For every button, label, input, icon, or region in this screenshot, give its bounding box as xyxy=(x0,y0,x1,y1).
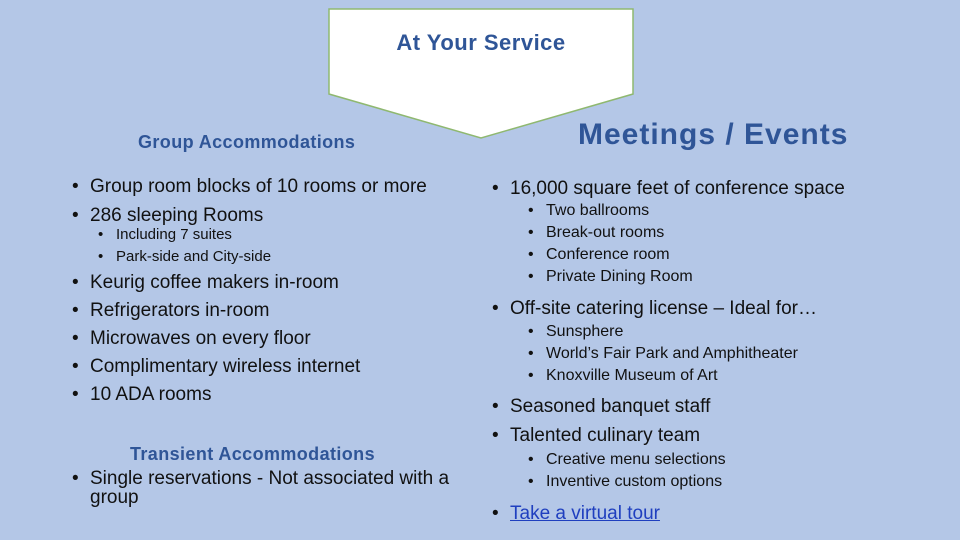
list-item: • Keurig coffee makers in-room xyxy=(72,269,360,297)
amenities-list xyxy=(72,269,360,409)
banner-title: At Your Service xyxy=(396,30,566,55)
group-list xyxy=(72,172,427,230)
meetings-list xyxy=(492,174,845,203)
list-item: • 10 ADA rooms xyxy=(72,381,360,409)
list-item: • Creative menu selections xyxy=(528,449,726,471)
transient-list xyxy=(72,469,480,507)
list-item: • Microwaves on every floor xyxy=(72,325,360,353)
list-item: • Break-out rooms xyxy=(528,222,693,244)
virtual-tour-link[interactable]: Take a virtual tour xyxy=(510,503,660,524)
list-item: • Knoxville Museum of Art xyxy=(528,365,798,387)
list-item xyxy=(492,499,660,528)
list-item: • World’s Fair Park and Amphitheater xyxy=(528,343,798,365)
list-item: • Single reservations - Not associated with a group xyxy=(72,469,480,507)
list-item: • Inventive custom options xyxy=(528,471,726,493)
list-item: • Two ballrooms xyxy=(528,200,693,222)
list-item: • Off-site catering license – Ideal for… xyxy=(492,294,817,323)
list-item: • Conference room xyxy=(528,244,693,266)
meetings-events-heading: Meetings / Events xyxy=(578,118,849,151)
list-item: • 16,000 square feet of conference space xyxy=(492,174,845,203)
transient-accommodations-heading: Transient Accommodations xyxy=(130,444,375,464)
list-item: • Sunsphere xyxy=(528,321,798,343)
list-item: • Private Dining Room xyxy=(528,266,693,288)
catering-sublist xyxy=(528,321,798,387)
list-item: • Park-side and City-side xyxy=(98,246,271,268)
group-accommodations-heading: Group Accommodations xyxy=(138,132,356,152)
list-item: • 286 sleeping Rooms xyxy=(72,201,427,230)
space-sublist xyxy=(528,200,693,288)
list-item: • Talented culinary team xyxy=(492,421,710,450)
list-item: • Including 7 suites xyxy=(98,224,271,246)
list-item: • Seasoned banquet staff xyxy=(492,392,710,421)
list-item: • Refrigerators in-room xyxy=(72,297,360,325)
staff-list xyxy=(492,392,710,450)
culinary-sublist xyxy=(528,449,726,493)
list-item: • Complimentary wireless internet xyxy=(72,353,360,381)
tour-list xyxy=(492,499,660,528)
list-item: • Group room blocks of 10 rooms or more xyxy=(72,172,427,201)
rooms-sublist xyxy=(98,224,271,268)
catering-list xyxy=(492,294,817,323)
